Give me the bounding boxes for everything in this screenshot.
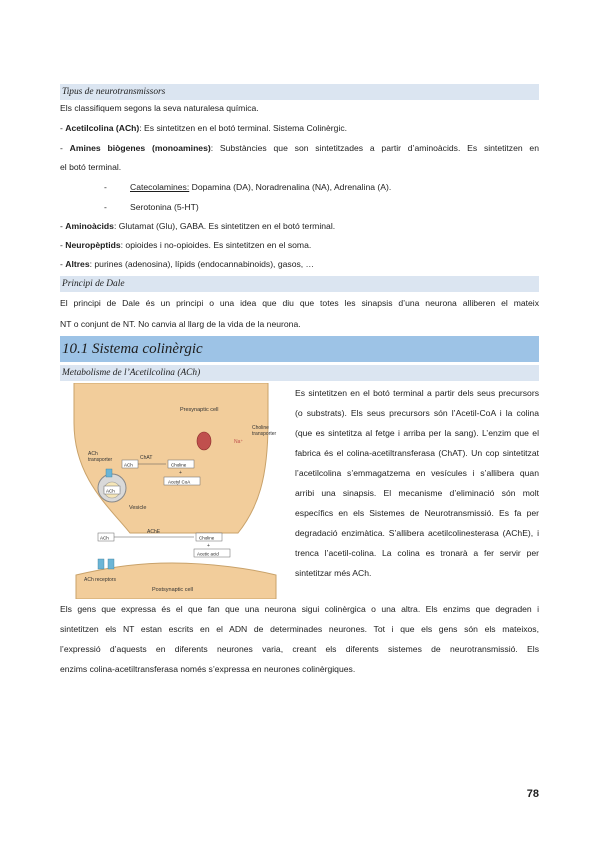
plus-sign: +: [179, 470, 182, 476]
paragraph-line: l’acetilcolina s’emmagatzema en vesícules i s’allibera quan: [295, 468, 539, 478]
choline-transporter: [197, 432, 211, 450]
bullet-prefix: -: [60, 143, 70, 153]
sub-item-text: Serotonina (5-HT): [130, 202, 199, 212]
acetyl-coa-label: Acetyl CoA: [168, 479, 191, 485]
chapter-heading-band: [60, 336, 539, 362]
acetic-acid-label: Acetic acid: [197, 551, 219, 557]
term: Altres: [65, 259, 90, 269]
paragraph-line: específics en els Sistemes de Neurotransmissió. Es fa per: [295, 508, 539, 518]
choline-box-label: Choline: [171, 462, 187, 468]
ach-transporter-label: ACh transporter: [88, 451, 113, 463]
term: Catecolamines:: [130, 182, 190, 192]
ach-synapse-figure: [62, 383, 290, 599]
choline-transporter-label: Choline transporter: [252, 425, 277, 437]
page-number: 78: [526, 788, 539, 800]
description: Dopamina (DA), Noradrenalina (NA), Adrenalina (A).: [189, 182, 392, 192]
paragraph-line: enzims colina-acetiltransferasa només s’expressa en neurones colinèrgiques.: [60, 664, 356, 674]
list-item-aminoacids: [60, 219, 539, 233]
term: Neuropèptids: [65, 240, 121, 250]
bullet-prefix: -: [60, 259, 66, 269]
description: : opioides i no-opioides. Es sintetitzen en el soma.: [120, 240, 312, 250]
sub-item-text: [130, 180, 391, 194]
ach-receptors-label: ACh receptors: [84, 577, 116, 583]
right-paragraph: [295, 386, 539, 586]
section-heading-metabolisme: Metabolisme de l’Acetilcolina (ACh): [62, 368, 201, 378]
paragraph-line: l’expressió d’aquests en diferents neurones varia, creant els diferents sistemes de neurotransmissió. Els: [60, 644, 539, 654]
description: : Es sintetitzen en el botó terminal. Sistema Colinèrgic.: [139, 123, 348, 133]
term: Aminoàcids: [65, 221, 114, 231]
ach-box-label: ACh: [124, 462, 133, 468]
sub-bullet: -: [104, 202, 107, 212]
bullet-prefix: -: [60, 221, 66, 231]
ach-transporter-marker: [106, 469, 112, 477]
ach-label: ACh: [106, 488, 115, 494]
paragraph-line: Es sintetitzen en el botó terminal a partir dels seus precursors: [295, 388, 539, 398]
section-heading-dale: Principi de Dale: [62, 279, 125, 289]
section-heading-band: [60, 365, 539, 381]
bullet-prefix: -: [60, 240, 66, 250]
list-item-amines-cont: el botó terminal.: [60, 162, 122, 172]
chapter-title: 10.1 Sistema colinèrgic: [62, 341, 203, 357]
paragraph-line: (o substrats). Els seus precursors són l’Acetil-CoA i la colina: [295, 408, 539, 418]
ache-label: AChE: [147, 529, 161, 535]
choline-cleft-label: Choline: [199, 535, 215, 541]
list-item-acetilcolina: [60, 121, 539, 135]
ach-receptor: [98, 559, 104, 569]
bullet-prefix: -: [60, 123, 66, 133]
description: : Substàncies que son sintetitzades a partir d’aminoàcids. Es sintetitzen en: [210, 143, 539, 153]
paragraph-line: fabrica és el colina-acetiltransferasa (ChAT). Un cop sintetitzat: [295, 448, 539, 458]
list-item-amines: [60, 141, 539, 155]
section-heading-band: [60, 84, 539, 100]
paragraph-line: NT o conjunt de NT. No canvia al llarg de la vida de la neurona.: [60, 319, 301, 329]
description: : Glutamat (Glu), GABA. Es sintetitzen en el botó terminal.: [113, 221, 336, 231]
paragraph-line: trenca l’acetil-colina. La colina es tronarà a fer servir per: [295, 548, 539, 558]
description: : purines (adenosina), lípids (endocannabinoids), gasos, …: [89, 259, 315, 269]
vesicle-label: Vesicle: [129, 505, 147, 511]
presynaptic-cell-label: Presynaptic cell: [180, 407, 219, 413]
plus-sign: +: [207, 543, 210, 549]
paragraph-line: arribi una sinapsis. El mecanisme d’eliminació són molt: [295, 488, 539, 498]
paragraph-line: degradació enzimàtica. S’allibera acetilcolinesterasa (AChE), i: [295, 528, 539, 538]
paragraph-line: Els gens que expressa és el que fan que una neurona sigui colinèrgica o una altra. Els enzims que degraden i: [60, 604, 539, 614]
ach-cleft-label: ACh: [100, 535, 109, 541]
sub-bullet: -: [104, 182, 107, 192]
ach-receptor: [108, 559, 114, 569]
term: Amines biògenes (monoamines): [69, 143, 211, 153]
na-label: Na⁺: [234, 439, 244, 445]
paragraph-line: sintetitzar més ACh.: [295, 568, 372, 578]
section-heading-tipus: Tipus de neurotransmissors: [62, 87, 166, 97]
chat-label: ChAT: [140, 455, 153, 461]
list-item-neuropeptids: [60, 238, 539, 252]
term: Acetilcolina (ACh): [65, 123, 140, 133]
paragraph-line: El principi de Dale és un principi o una idea que diu que totes les sinapsis d’una neurona alliberen el mateix: [60, 298, 539, 308]
paragraph-line: (que es sintetitza al fetge i arriba per la sang). L’enzim que el: [295, 428, 539, 438]
section-heading-band: [60, 276, 539, 292]
paragraph-line: sintetitzen els NT estan escrits en el ADN de determinades neurones. Tot i que els gens són els mateixos,: [60, 624, 539, 634]
postsynaptic-cell-label: Postsynaptic cell: [152, 587, 193, 593]
list-item-altres: [60, 257, 539, 271]
intro-line: Els classifiquem segons la seva naturalesa química.: [60, 103, 259, 113]
